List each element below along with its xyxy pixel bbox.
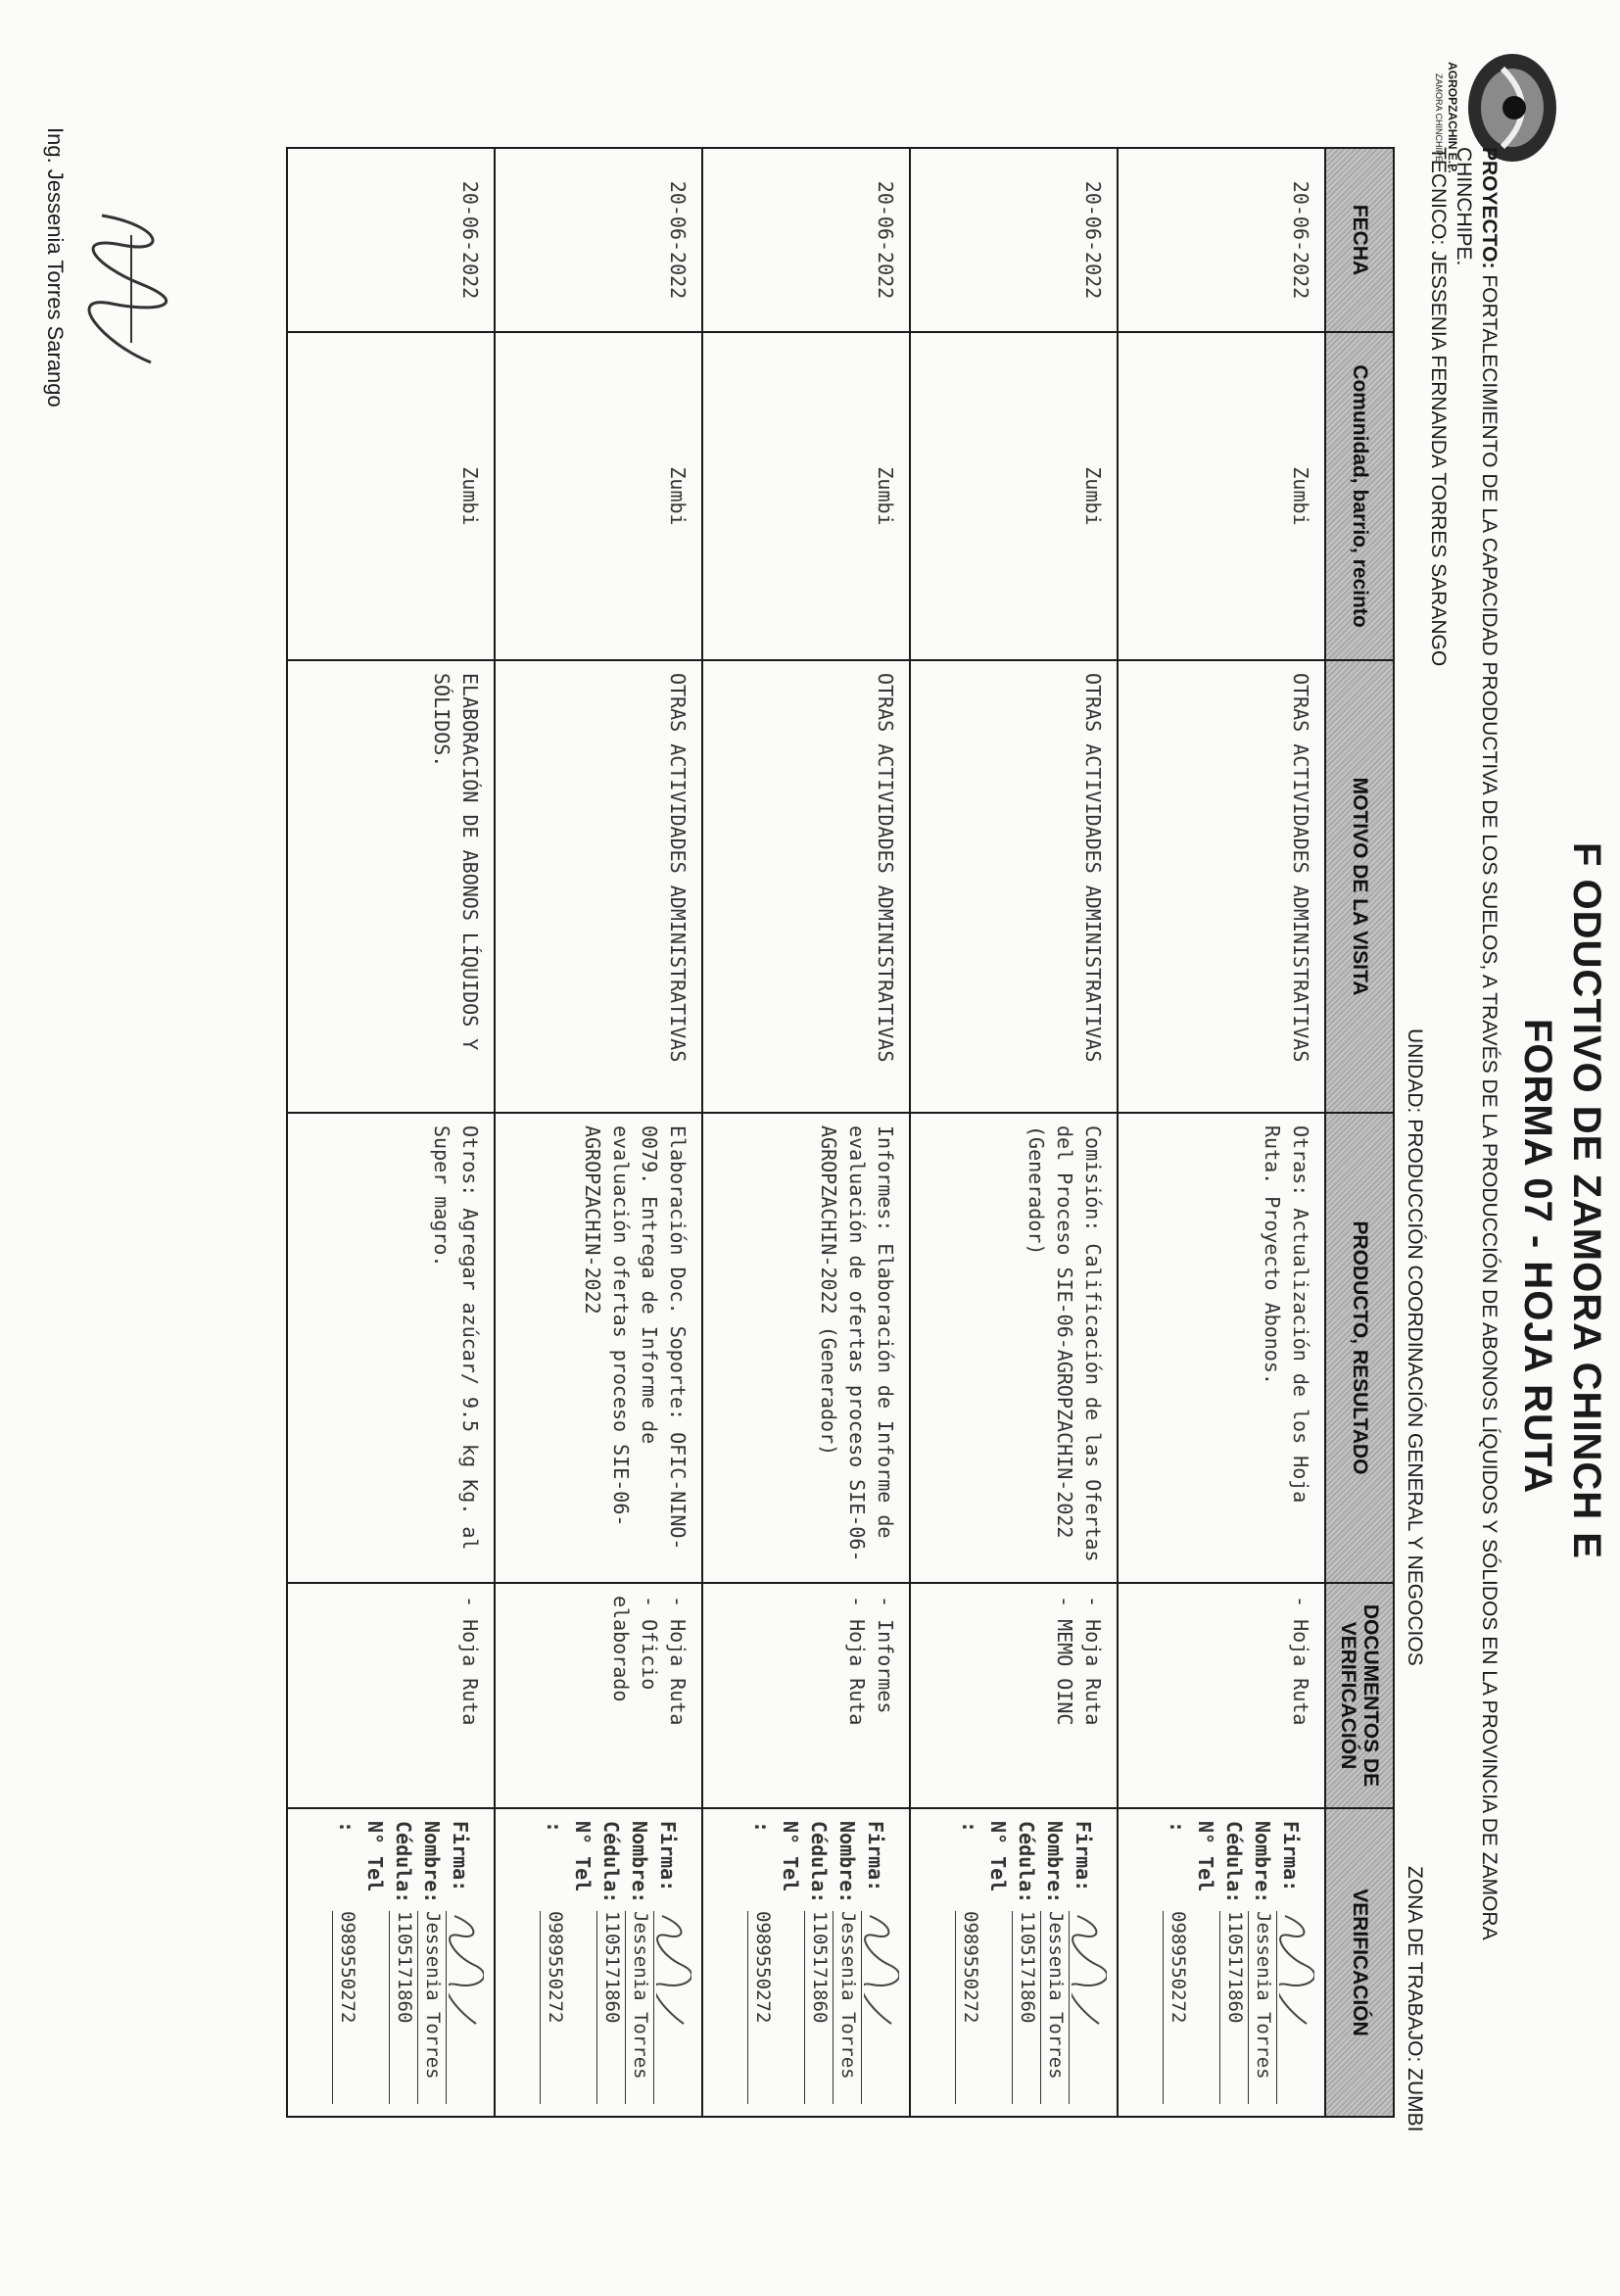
table-row: [287, 148, 495, 2117]
nombre-label: Nombre:: [1043, 1821, 1067, 1904]
firma-row: [446, 1821, 484, 2104]
nombre-value: Jessenia Torres: [1248, 1911, 1276, 2104]
table-row: [1118, 148, 1325, 2117]
nombre-label: Nombre:: [835, 1821, 859, 1904]
nombre-label: Nombre:: [628, 1821, 651, 1904]
table-header-row: [1325, 148, 1394, 2117]
header-verificacion: VERIFICACIÓN: [1325, 1808, 1394, 2117]
route-table: [286, 147, 1395, 2118]
tel-value: 0989550272: [955, 1911, 983, 2104]
document-title-line-1: F ODUCTIVO DE ZAMORA CHINCH E: [1565, 842, 1608, 1559]
cedula-label: Cédula:: [392, 1821, 415, 1904]
nombre-row: [833, 1821, 861, 2104]
firma-row: [1069, 1821, 1107, 2104]
cedula-row: [1012, 1821, 1040, 2104]
firma-label: Firma:: [449, 1821, 472, 1892]
firma-label: Firma:: [1072, 1821, 1095, 1892]
cell-comunidad: Zumbi: [702, 332, 910, 660]
signature-mini-icon: [656, 1911, 691, 2029]
cell-producto: Comisión: Calificación de las Ofertas del Proceso SIE-06-AGROPZACHIN-2022 (Generador): [910, 1113, 1118, 1583]
proyecto-line: [1477, 147, 1501, 1940]
signature-image: [72, 196, 180, 392]
cell-documentos: - Hoja Ruta - Oficio elaborado: [495, 1583, 702, 1808]
header-motivo: MOTIVO DE LA VISITA: [1325, 660, 1394, 1113]
header-documentos: DOCUMENTOS DE VERIFICACIÓN: [1325, 1583, 1394, 1808]
tel-label: N° Tel :: [1166, 1821, 1217, 1892]
proyecto-label: PROYECTO:: [1478, 147, 1501, 269]
nombre-label: Nombre:: [420, 1821, 444, 1904]
cedula-value: 1105171860: [1219, 1911, 1248, 2104]
cedula-label: Cédula:: [807, 1821, 831, 1904]
cell-fecha: 20-06-2022: [910, 148, 1118, 332]
tel-value: 0989550272: [1163, 1911, 1191, 2104]
table-row: [702, 148, 910, 2117]
firma-row: [653, 1821, 691, 2104]
cell-verificacion: [702, 1808, 910, 2117]
tel-value: 0989550272: [747, 1911, 776, 2104]
cedula-row: [1219, 1821, 1248, 2104]
cell-fecha: 20-06-2022: [495, 148, 702, 332]
zona-value: ZUMBI: [1404, 2068, 1426, 2132]
cedula-label: Cédula:: [599, 1821, 623, 1904]
tel-label: N° Tel :: [335, 1821, 387, 1892]
firma-row: [1276, 1821, 1314, 2104]
firma-signature: [653, 1911, 691, 2104]
cell-verificacion: [495, 1808, 702, 2117]
firma-label: Firma:: [864, 1821, 887, 1892]
nombre-row: [625, 1821, 653, 2104]
document-title-line-2: FORMA 07 - HOJA RUTA: [1516, 1019, 1559, 1495]
nombre-label: Nombre:: [1251, 1821, 1274, 1904]
nombre-value: Jessenia Torres: [833, 1911, 861, 2104]
table-row: [910, 148, 1118, 2117]
proyecto-line-cont: CHINCHIPE.: [1453, 147, 1475, 266]
nombre-value: Jessenia Torres: [1040, 1911, 1069, 2104]
cell-fecha: 20-06-2022: [287, 148, 495, 332]
org-logo-text: AGROPZACHIN E.P.: [1446, 62, 1459, 173]
cell-documentos: - Hoja Ruta: [1118, 1583, 1325, 1808]
cedula-label: Cédula:: [1015, 1821, 1038, 1904]
header-producto: PRODUCTO, RESULTADO: [1325, 1113, 1394, 1583]
tel-row: [540, 1821, 596, 2104]
cell-comunidad: Zumbi: [495, 332, 702, 660]
tel-value: 0989550272: [332, 1911, 360, 2104]
cedula-value: 1105171860: [389, 1911, 417, 2104]
cell-documentos: - Hoja Ruta - MEMO OINC: [910, 1583, 1118, 1808]
tecnico-value: JESSENIA FERNANDA TORRES SARANGO: [1427, 251, 1450, 667]
signature-mini-icon: [449, 1911, 484, 2029]
firma-signature: [1069, 1911, 1107, 2104]
cell-fecha: 20-06-2022: [1118, 148, 1325, 332]
firma-signature: [861, 1911, 899, 2104]
nombre-row: [417, 1821, 446, 2104]
cell-comunidad: Zumbi: [287, 332, 495, 660]
cell-producto: Otras: Actualización de los Hoja Ruta. Proyecto Abonos.: [1118, 1113, 1325, 1583]
tel-row: [332, 1821, 389, 2104]
cell-producto: Otros: Agregar azúcar/ 9.5 kg Kg. al Super magro.: [287, 1113, 495, 1583]
signature-mini-icon: [864, 1911, 899, 2029]
cell-documentos: - Hoja Ruta: [287, 1583, 495, 1808]
tel-row: [955, 1821, 1012, 2104]
tel-value: 0989550272: [540, 1911, 568, 2104]
cell-motivo: OTRAS ACTIVIDADES ADMINISTRATIVAS: [1118, 660, 1325, 1113]
zona-line: [1403, 1866, 1426, 2132]
cedula-row: [389, 1821, 417, 2104]
firma-signature: [446, 1911, 484, 2104]
cell-fecha: 20-06-2022: [702, 148, 910, 332]
firma-row: [861, 1821, 899, 2104]
tel-row: [1163, 1821, 1219, 2104]
nombre-row: [1248, 1821, 1276, 2104]
cell-producto: Elaboración Doc. Soporte: OFIC-NINO-0079. Entrega de Informe de evaluación ofertas proceso SIE-06-AGROPZACHIN-2022: [495, 1113, 702, 1583]
cedula-row: [804, 1821, 833, 2104]
nombre-row: [1040, 1821, 1069, 2104]
cell-comunidad: Zumbi: [910, 332, 1118, 660]
tel-label: N° Tel :: [750, 1821, 802, 1892]
cedula-label: Cédula:: [1222, 1821, 1246, 1904]
cell-motivo: ELABORACIÓN DE ABONOS LÍQUIDOS Y SÓLIDOS.: [287, 660, 495, 1113]
firma-signature: [1276, 1911, 1314, 2104]
cell-comunidad: Zumbi: [1118, 332, 1325, 660]
tel-label: N° Tel :: [958, 1821, 1010, 1892]
unidad-label: UNIDAD:: [1404, 1028, 1426, 1114]
header-comunidad: Comunidad, barrio, recinto: [1325, 332, 1394, 660]
cell-verificacion: [287, 1808, 495, 2117]
signer-name: Ing. Jessenia Torres Sarango: [43, 127, 68, 407]
tecnico-line: [1426, 147, 1450, 666]
cedula-row: [596, 1821, 625, 2104]
signature-mini-icon: [1072, 1911, 1107, 2029]
org-logo-subtext: ZAMORA CHINCHIPE: [1434, 72, 1444, 162]
signature-mini-icon: [1279, 1911, 1314, 2029]
cell-verificacion: [1118, 1808, 1325, 2117]
unidad-value: PRODUCCIÓN COORDINACIÓN GENERAL Y NEGOCIOS: [1404, 1119, 1426, 1666]
cell-producto: Informes: Elaboración de Informe de evaluación de ofertas proceso SIE-06-AGROPZACHIN-2022 (Generador): [702, 1113, 910, 1583]
cell-motivo: OTRAS ACTIVIDADES ADMINISTRATIVAS: [910, 660, 1118, 1113]
cell-motivo: OTRAS ACTIVIDADES ADMINISTRATIVAS: [702, 660, 910, 1113]
tel-label: N° Tel :: [543, 1821, 595, 1892]
nombre-value: Jessenia Torres: [417, 1911, 446, 2104]
cell-verificacion: [910, 1808, 1118, 2117]
firma-label: Firma:: [656, 1821, 680, 1892]
header-fecha: FECHA: [1325, 148, 1394, 332]
tel-row: [747, 1821, 804, 2104]
table-row: [495, 148, 702, 2117]
cedula-value: 1105171860: [596, 1911, 625, 2104]
unidad-line: [1403, 1028, 1426, 1666]
cedula-value: 1105171860: [804, 1911, 833, 2104]
zona-label: ZONA DE TRABAJO:: [1404, 1866, 1426, 2063]
nombre-value: Jessenia Torres: [625, 1911, 653, 2104]
cell-documentos: - Informes - Hoja Ruta: [702, 1583, 910, 1808]
cedula-value: 1105171860: [1012, 1911, 1040, 2104]
tecnico-label: TÉCNICO:: [1427, 147, 1450, 246]
firma-label: Firma:: [1279, 1821, 1303, 1892]
cell-motivo: OTRAS ACTIVIDADES ADMINISTRATIVAS: [495, 660, 702, 1113]
proyecto-value: FORTALECIMIENTO DE LA CAPACIDAD PRODUCTIVA DE LOS SUELOS, A TRAVÉS DE LA PRODUCCIÓN DE ABONOS LÍQUIDOS Y SÓLIDOS EN LA PROVINCIA DE ZAMORA: [1478, 274, 1501, 1940]
